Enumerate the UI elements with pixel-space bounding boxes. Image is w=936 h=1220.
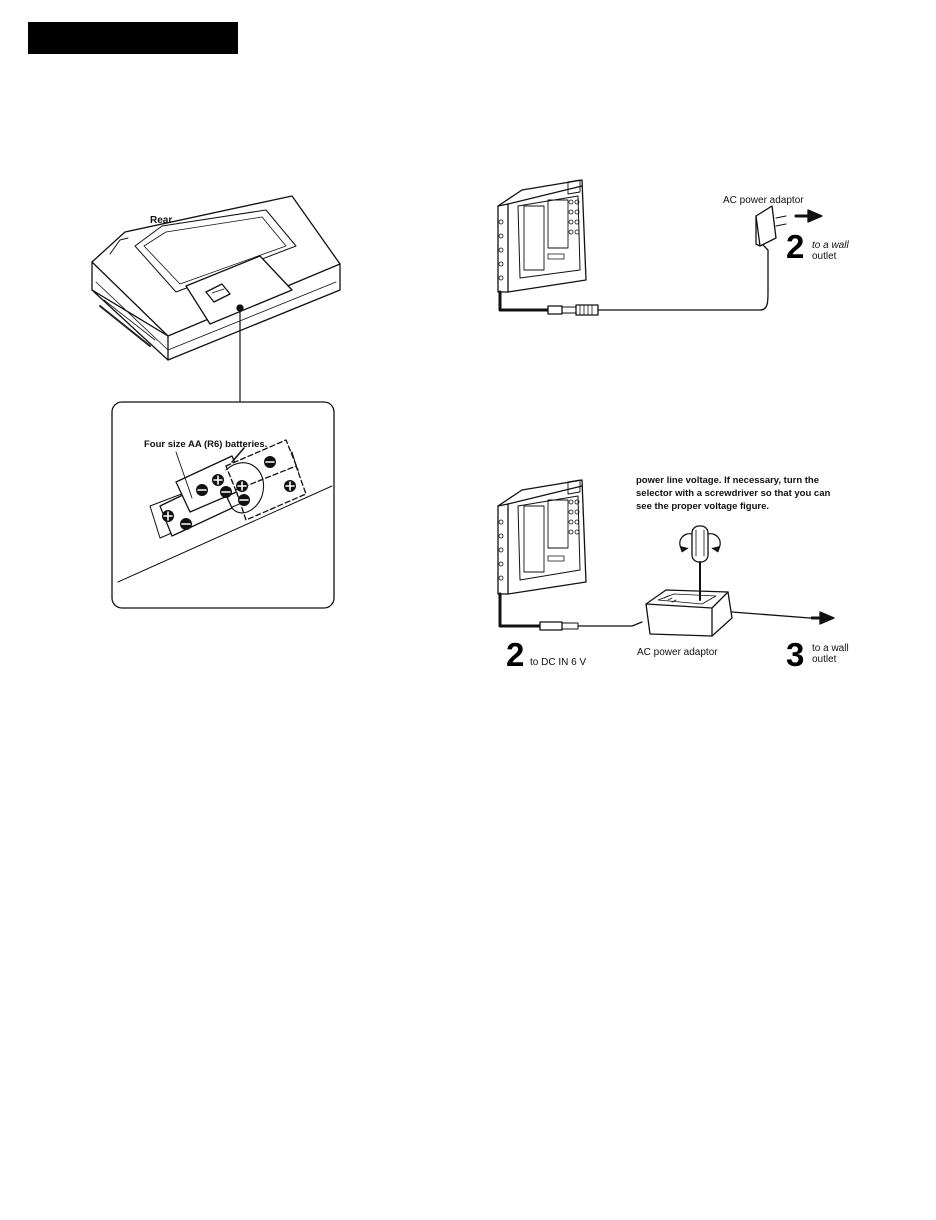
- unit-rear-illustration: [92, 196, 340, 360]
- ac-adaptor-label-bottom: AC power adaptor: [637, 647, 718, 658]
- dc-in-text: to DC IN 6 V: [530, 657, 587, 668]
- wall-outlet-text-bottom-line1: to a wall: [812, 643, 849, 654]
- rear-label: Rear: [150, 215, 173, 226]
- ac-adaptor-label-top: AC power adaptor: [723, 195, 804, 206]
- battery-compartment-inset: [112, 402, 334, 608]
- wall-outlet-text-top-line1: to a wall: [812, 240, 849, 251]
- wall-outlet-text-top-line2: outlet: [812, 251, 837, 262]
- ac-adaptor-bottom: [646, 590, 834, 636]
- unit-front-illustration-bottom: [498, 480, 642, 630]
- wall-outlet-text-bottom-line2: outlet: [812, 654, 837, 665]
- screwdriver-illustration: [680, 526, 720, 600]
- step-number-2-top: 2: [786, 228, 805, 265]
- step-number-2-bottom: 2: [506, 636, 525, 673]
- step-number-3: 3: [786, 636, 805, 673]
- batteries-label: Four size AA (R6) batteries.: [144, 439, 268, 450]
- voltage-selector-note: power line voltage. If necessary, turn the selector with a screwdriver so that you can see the proper voltage figure.: [636, 475, 831, 512]
